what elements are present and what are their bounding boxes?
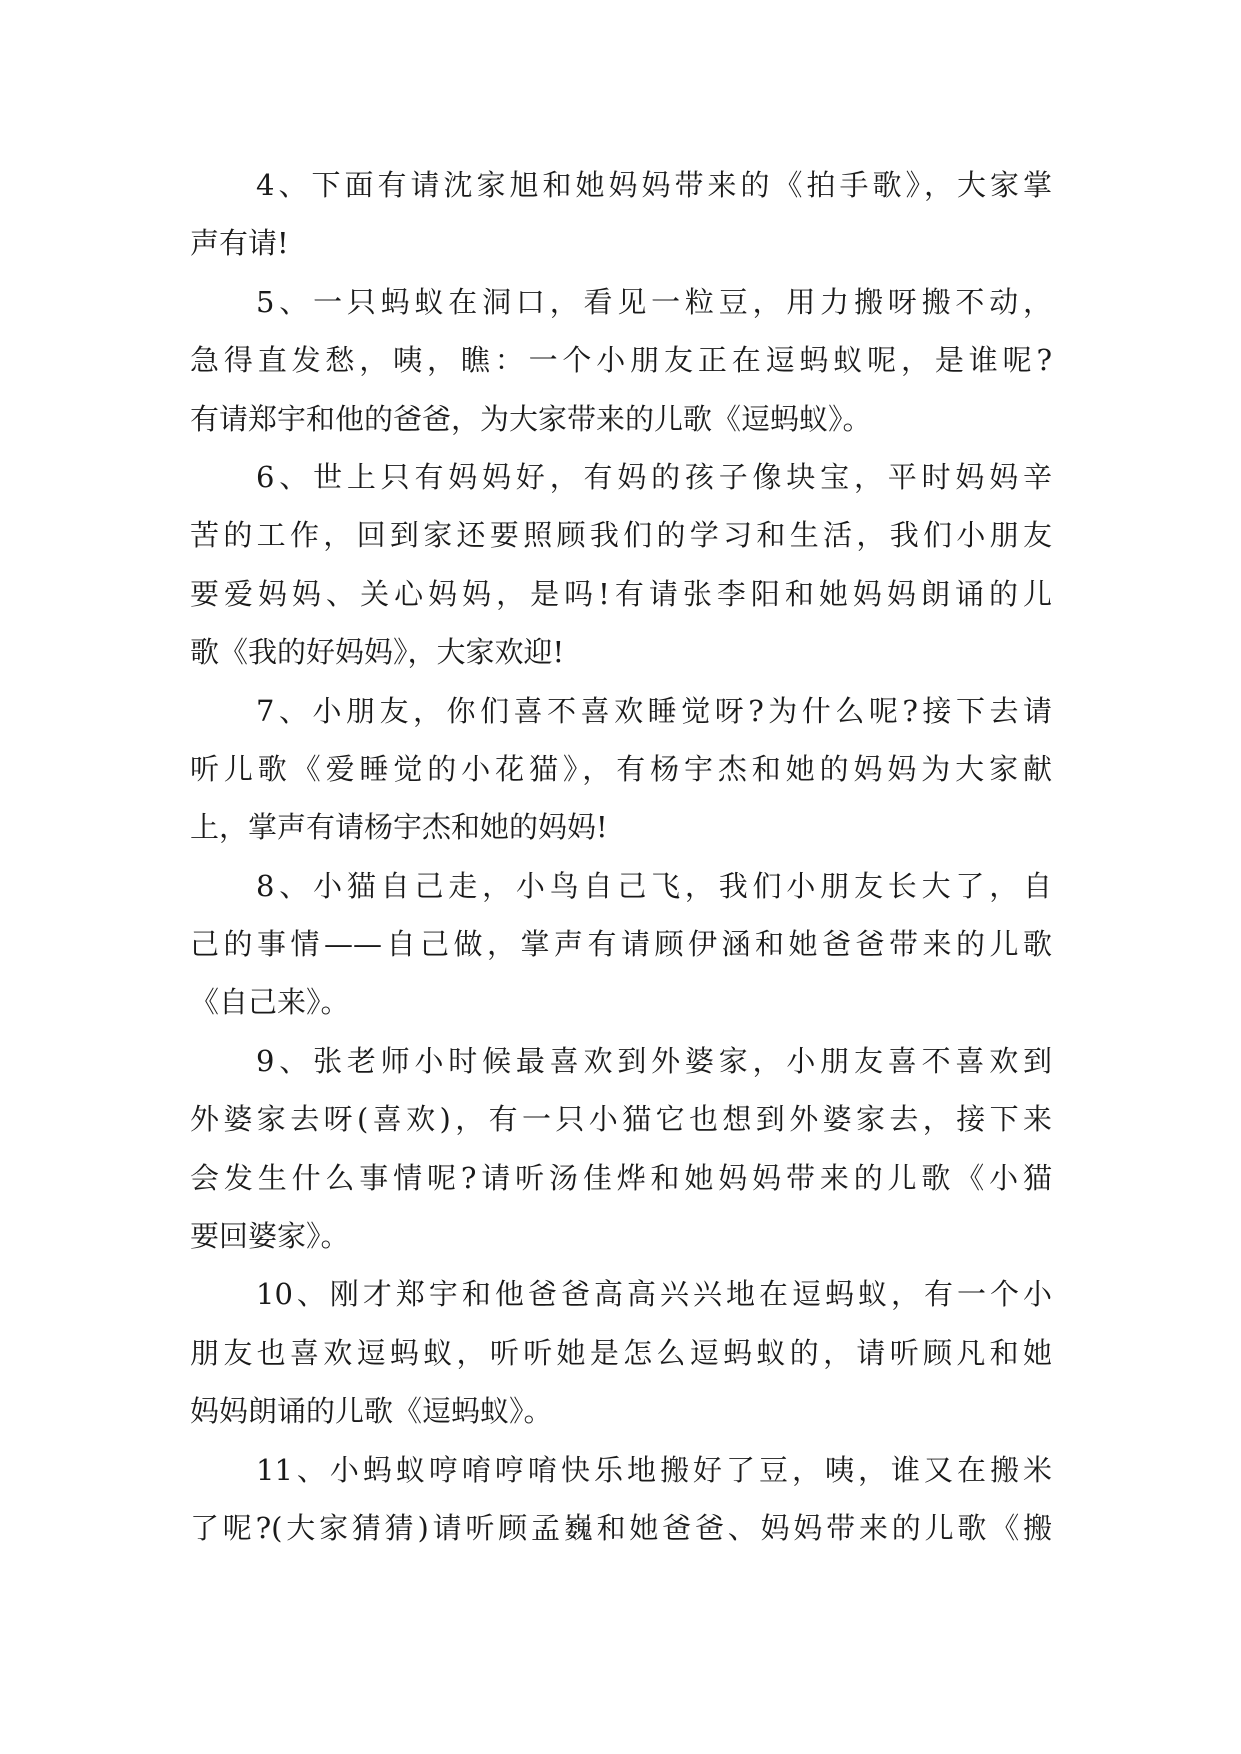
text-line: 声有请! — [190, 226, 289, 261]
text-line: 5、一只蚂蚁在洞口，看见一粒豆，用力搬呀搬不动， — [256, 284, 1052, 319]
paragraph-6 — [190, 448, 1052, 682]
text-line: 急得直发愁，咦，瞧：一个小朋友正在逗蚂蚁呢，是谁呢? — [190, 343, 1052, 378]
text-line: 歌《我的好妈妈》，大家欢迎! — [190, 635, 565, 670]
text-line: 有请郑宇和他的爸爸，为大家带来的儿歌《逗蚂蚁》。 — [190, 401, 872, 436]
text-line: 上，掌声有请杨宇杰和她的妈妈! — [190, 810, 608, 845]
paragraph-9 — [190, 1032, 1052, 1266]
text-line: 了呢?(大家猜猜)请听顾孟巍和她爸爸、妈妈带来的儿歌《搬 — [190, 1510, 1052, 1545]
text-line: 《自己来》。 — [190, 985, 350, 1020]
text-line: 会发生什么事情呢?请听汤佳烨和她妈妈带来的儿歌《小猫 — [190, 1160, 1052, 1195]
text-line: 11、小蚂蚁哼唷哼唷快乐地搬好了豆，咦，谁又在搬米 — [256, 1452, 1052, 1487]
text-line: 要爱妈妈、关心妈妈，是吗!有请张李阳和她妈妈朗诵的儿 — [190, 576, 1052, 611]
text-line: 9、张老师小时候最喜欢到外婆家，小朋友喜不喜欢到 — [256, 1043, 1052, 1078]
text-line: 8、小猫自己走，小鸟自己飞，我们小朋友长大了，自 — [256, 868, 1052, 903]
text-line: 外婆家去呀(喜欢)，有一只小猫它也想到外婆家去，接下来 — [190, 1102, 1052, 1137]
text-line: 要回婆家》。 — [190, 1219, 350, 1254]
text-line: 听儿歌《爱睡觉的小花猫》，有杨宇杰和她的妈妈为大家献 — [190, 751, 1052, 786]
paragraph-11 — [190, 1441, 1052, 1558]
text-line: 10、刚才郑宇和他爸爸高高兴兴地在逗蚂蚁，有一个小 — [256, 1277, 1052, 1312]
paragraph-10 — [190, 1265, 1052, 1440]
paragraph-5 — [190, 273, 1052, 448]
document-body — [190, 156, 1052, 1557]
text-line: 己的事情——自己做，掌声有请顾伊涵和她爸爸带来的儿歌 — [190, 927, 1052, 962]
text-line: 6、世上只有妈妈好，有妈的孩子像块宝，平时妈妈辛 — [256, 459, 1052, 494]
text-line: 4、下面有请沈家旭和她妈妈带来的《拍手歌》，大家掌 — [256, 168, 1052, 202]
paragraph-8 — [190, 857, 1052, 1032]
text-line: 7、小朋友，你们喜不喜欢睡觉呀?为什么呢?接下去请 — [256, 693, 1052, 728]
paragraph-7 — [190, 682, 1052, 857]
paragraph-4 — [190, 156, 1052, 273]
text-line: 妈妈朗诵的儿歌《逗蚂蚁》。 — [190, 1394, 553, 1429]
text-line: 朋友也喜欢逗蚂蚁，听听她是怎么逗蚂蚁的，请听顾凡和她 — [190, 1335, 1052, 1370]
text-line: 苦的工作，回到家还要照顾我们的学习和生活，我们小朋友 — [190, 518, 1052, 553]
